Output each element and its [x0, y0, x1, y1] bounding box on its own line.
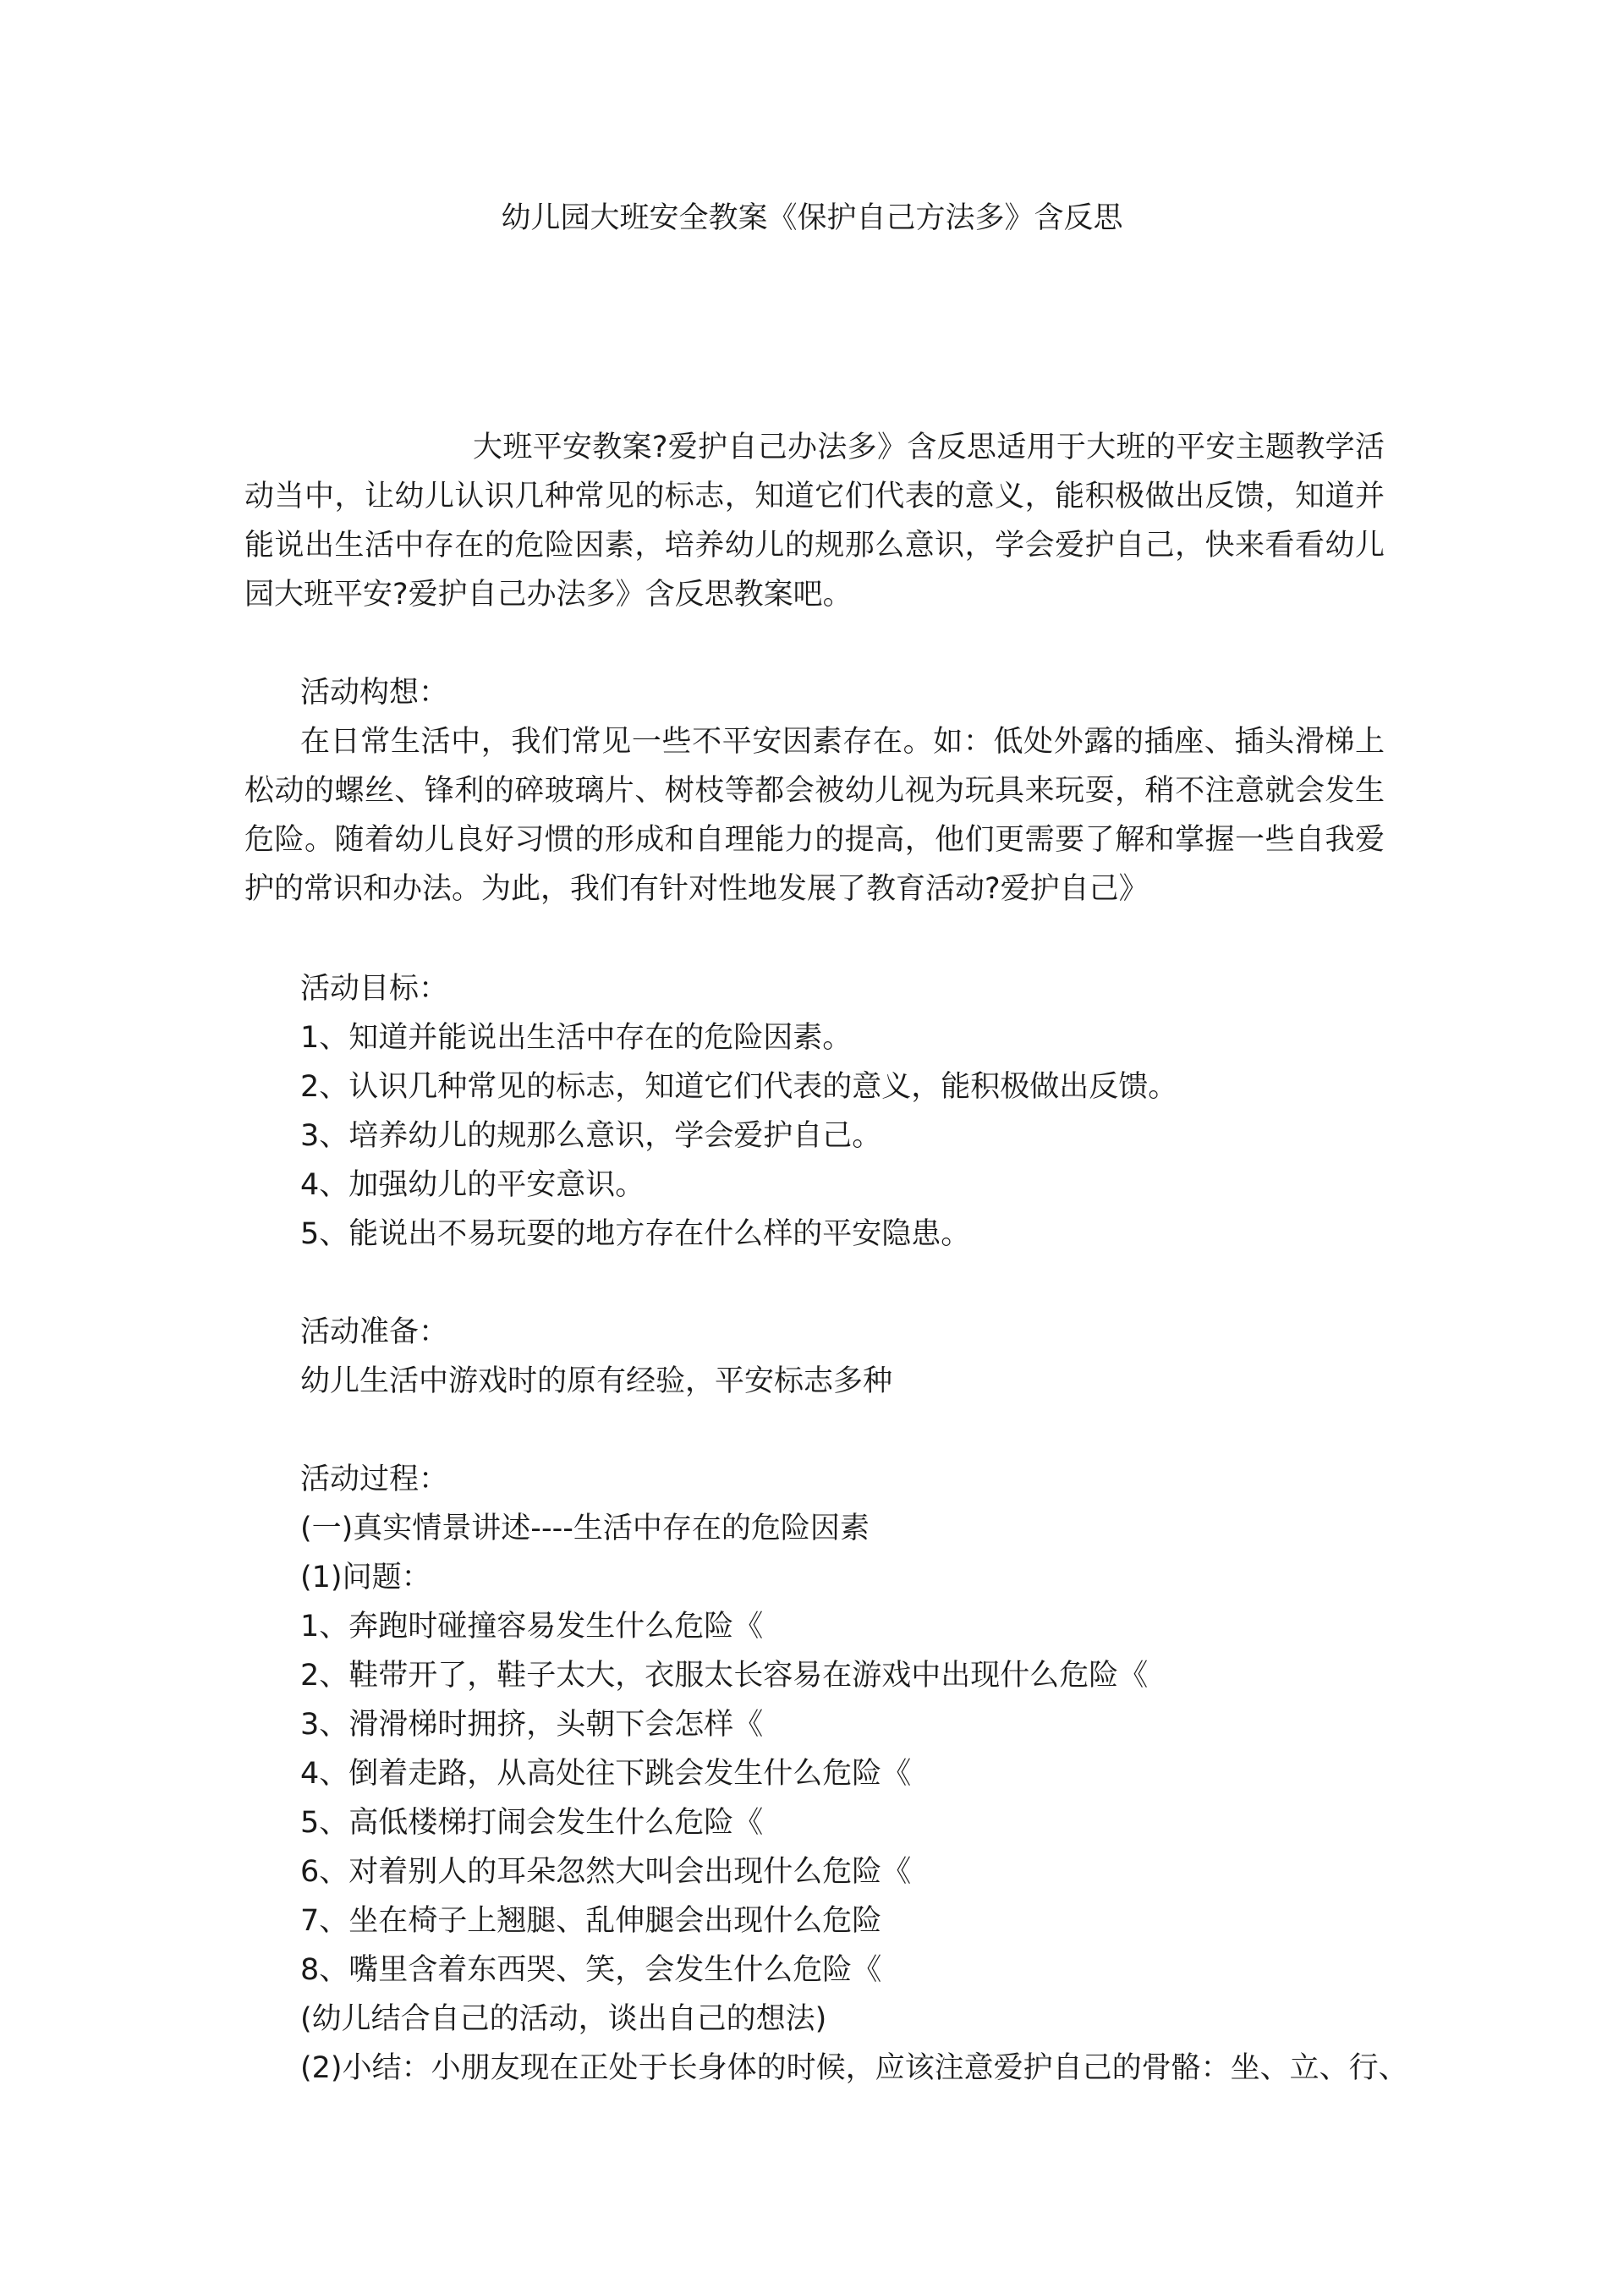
process-section-title: (一)真实情景讲述----生活中存在的危险因素: [300, 1512, 870, 1545]
prep-heading: 活动准备：: [300, 1315, 449, 1349]
goal-item: 1、知道并能说出生活中存在的危险因素。: [300, 1021, 853, 1055]
goal-item: 5、能说出不易玩耍的地方存在什么样的平安隐患。: [300, 1217, 971, 1251]
question-item: 2、鞋带开了，鞋子太大，衣服太长容易在游戏中出现什么危险《: [300, 1659, 1149, 1693]
prep-body: 幼儿生活中游戏时的原有经验，平安标志多种: [300, 1364, 893, 1398]
goal-item: 4、加强幼儿的平安意识。: [300, 1168, 645, 1202]
process-summary: (2)小结：小朋友现在正处于长身体的时候，应该注意爱护自己的骨骼：坐、立、行、: [300, 2051, 1408, 2085]
question-item: 3、滑滑梯时拥挤，头朝下会怎样《: [300, 1708, 764, 1742]
concept-heading: 活动构想：: [300, 676, 449, 710]
goals-heading: 活动目标：: [300, 972, 449, 1006]
question-item: 4、倒着走路，从高处往下跳会发生什么危险《: [300, 1757, 912, 1791]
question-item: 7、坐在椅子上翘腿、乱伸腿会出现什么危险: [300, 1904, 882, 1938]
process-heading: 活动过程：: [300, 1463, 449, 1496]
concept-section: [244, 668, 1385, 914]
process-note: (幼儿结合自己的活动，谈出自己的想法): [300, 2002, 827, 2036]
question-item: 1、奔跑时碰撞容易发生什么危险《: [300, 1610, 764, 1644]
goals-section: [244, 964, 1385, 1259]
question-item: 6、对着别人的耳朵忽然大叫会出现什么危险《: [300, 1855, 912, 1889]
concept-body: 在日常生活中，我们常见一些不平安因素存在。如：低处外露的插座、插头滑梯上松动的螺丝、锋利的碎玻璃片、树枝等都会被幼儿视为玩具来玩耍，稍不注意就会发生危险。随着幼儿良好习惯的形成和自理能力的提高，他们更需要了解和掌握一些自我爱护的常识和办法。为此，我们有针对性地发展了教育活动?爱护自己》: [244, 725, 1385, 906]
process-sub-heading: (1)问题：: [300, 1561, 431, 1594]
prep-section: [244, 1308, 1385, 1406]
goal-item: 2、认识几种常见的标志，知道它们代表的意义，能积极做出反馈。: [300, 1070, 1178, 1104]
intro-paragraph: 大班平安教案?爱护自己办法多》含反思适用于大班的平安主题教学活动当中，让幼儿认识几种常见的标志，知道它们代表的意义，能积极做出反馈，知道并能说出生活中存在的危险因素，培养幼儿的规那么意识，学会爱护自己，快来看看幼儿园大班平安?爱护自己办法多》含反思教案吧。: [244, 431, 1385, 612]
question-item: 5、高低楼梯打闹会发生什么危险《: [300, 1806, 764, 1840]
document-title: 幼儿园大班安全教案《保护自己方法多》含反思: [501, 201, 1123, 235]
question-item: 8、嘴里含着东西哭、笑，会发生什么危险《: [300, 1953, 882, 1987]
process-section: [244, 1455, 1408, 2093]
goal-item: 3、培养幼儿的规那么意识，学会爱护自己。: [300, 1119, 882, 1153]
